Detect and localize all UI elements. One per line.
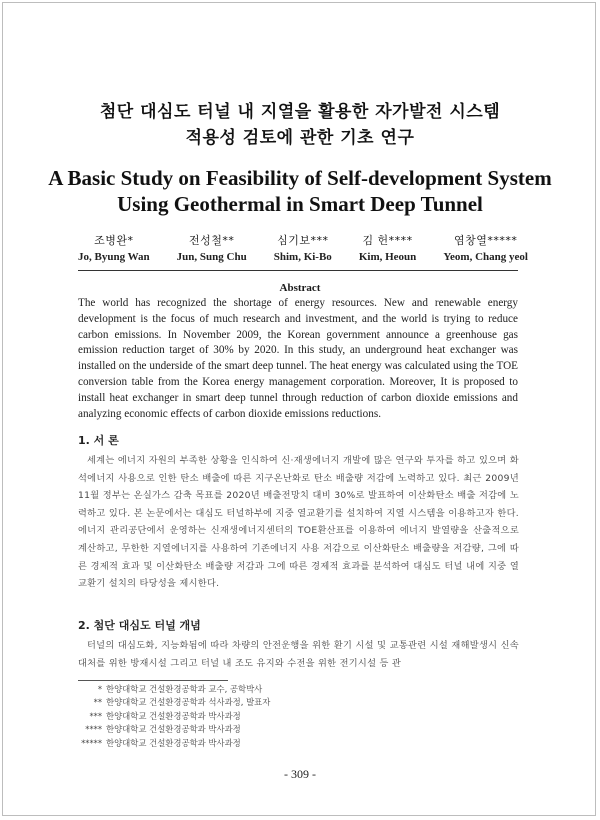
footnote bbox=[78, 710, 378, 723]
section-2-heading: 2. 첨단 대심도 터널 개념 bbox=[78, 619, 201, 632]
footnote bbox=[78, 696, 378, 709]
footnote-mark: * bbox=[97, 684, 102, 694]
abstract-heading: Abstract bbox=[279, 282, 321, 294]
author-name-english: Jun, Sung Chu bbox=[176, 251, 247, 263]
author-list bbox=[78, 233, 528, 265]
author-name-english: Yeom, Chang yeol bbox=[443, 251, 528, 263]
author-name-korean: 조병완* bbox=[94, 234, 134, 247]
footnote-text: 한양대학교 건설환경공학과 석사과정, 발표자 bbox=[106, 697, 271, 708]
author-name-korean: 심기보*** bbox=[277, 234, 329, 247]
footnote-text: 한양대학교 건설환경공학과 교수, 공학박사 bbox=[106, 684, 263, 694]
author-divider bbox=[78, 270, 518, 271]
footnote-mark: **** bbox=[85, 724, 102, 735]
author bbox=[177, 233, 247, 265]
section-2-text: 터널의 대심도화, 지능화됨에 따라 차량의 안전운행을 위한 환기 시설 및 교통관련 시설 재해발생시 신속대처를 위한 방재시설 그리고 터널 내 조도 유지와 수전을 위한 전기시설 등 관 bbox=[78, 640, 519, 669]
footnote bbox=[78, 737, 378, 750]
author bbox=[443, 233, 528, 265]
author bbox=[274, 233, 332, 265]
author-name-english: Shim, Ki-Bo bbox=[273, 251, 332, 263]
section-1-text: 세계는 에너지 자원의 부족한 상황을 인식하여 신·재생에너지 개발에 많은 연구와 투자를 하고 있으며 화석에너지 사용으로 인한 탄소 배출에 따른 지구온난화로 탄소 배출량 저감에 노력하고 있다. 최근 2009년 11월 정부는 온실가스 감축 목표를 2020년 배출전망치 대비 30%로 발표하여 이산화탄소 배출 저감에 노력하고 있다. 본 논문에서는 대심도 터널하부에 지중 열교환기를 설치하여 지열 시스템을 이용하고자 한다. 에너지 관리공단에서 운영하는 신재생에너지센터의 TOE환산표를 이용하여 에너지 발열량을 산출적으로 계산하고, 무한한 지열에너지를 사용하여 기존에너지 사용 저감으로 이산화탄소 배출량을 저감량, 그에 따른 경제적 효과 및 이산화탄소 배출량 저감과 그에 따른 경제적 효과를 분석하여 대심도 터널 내에 지중 열교환기 설치의 타당성을 제시한다. bbox=[78, 455, 519, 590]
section-1-heading: 1. 서 론 bbox=[78, 434, 119, 447]
author-name-korean: 염창열***** bbox=[453, 234, 518, 247]
korean-title-line-2: 적용성 검토에 관한 기초 연구 bbox=[185, 128, 415, 148]
author bbox=[359, 233, 416, 265]
author-name-english: Jo, Byung Wan bbox=[78, 251, 150, 263]
page-number: - 309 - bbox=[284, 767, 316, 781]
footnote bbox=[78, 683, 378, 696]
footnote-divider bbox=[78, 680, 228, 681]
footnote-text: 한양대학교 건설환경공학과 박사과정 bbox=[106, 710, 241, 721]
footnote-mark: *** bbox=[89, 710, 102, 721]
footnote-mark: ***** bbox=[81, 737, 102, 748]
footnote-text: 한양대학교 건설환경공학과 박사과정 bbox=[106, 737, 241, 748]
author bbox=[78, 233, 150, 265]
footnote-mark: ** bbox=[93, 697, 102, 708]
author-name-korean: 전성철** bbox=[188, 234, 235, 247]
korean-title-line-1: 첨단 대심도 터널 내 지열을 활용한 자가발전 시스템 bbox=[99, 102, 501, 122]
abstract-text: The world has recognized the shortage of energy resources. New and renewable energy development is the focus of much research and investment, and the world is trying to reduce carbon emissions. In November 2009, the Korean government announce a greenhouse gas emission reduction target of 30% by 2020. In this study, an underground heat exchanger was installed on the underside of the smart deep tunnel. The heat energy was calculated using the TOE conversion table from the Korea energy management corporation. Moreover, It is proposed to install heat exchanger in smart deep tunnel through reduction of carbon dioxide emissions and analyzing economic effects of carbon dioxide emissions reductions. bbox=[78, 297, 518, 420]
footnote bbox=[78, 723, 378, 736]
footnotes bbox=[78, 683, 378, 750]
english-title-line-2: Using Geothermal in Smart Deep Tunnel bbox=[117, 192, 483, 216]
author-name-korean: 김 헌**** bbox=[362, 234, 413, 247]
author-name-english: Kim, Heoun bbox=[358, 251, 417, 263]
english-title-line-1: A Basic Study on Feasibility of Self-development System bbox=[48, 166, 552, 190]
footnote-text: 한양대학교 건설환경공학과 박사과정 bbox=[106, 724, 241, 735]
